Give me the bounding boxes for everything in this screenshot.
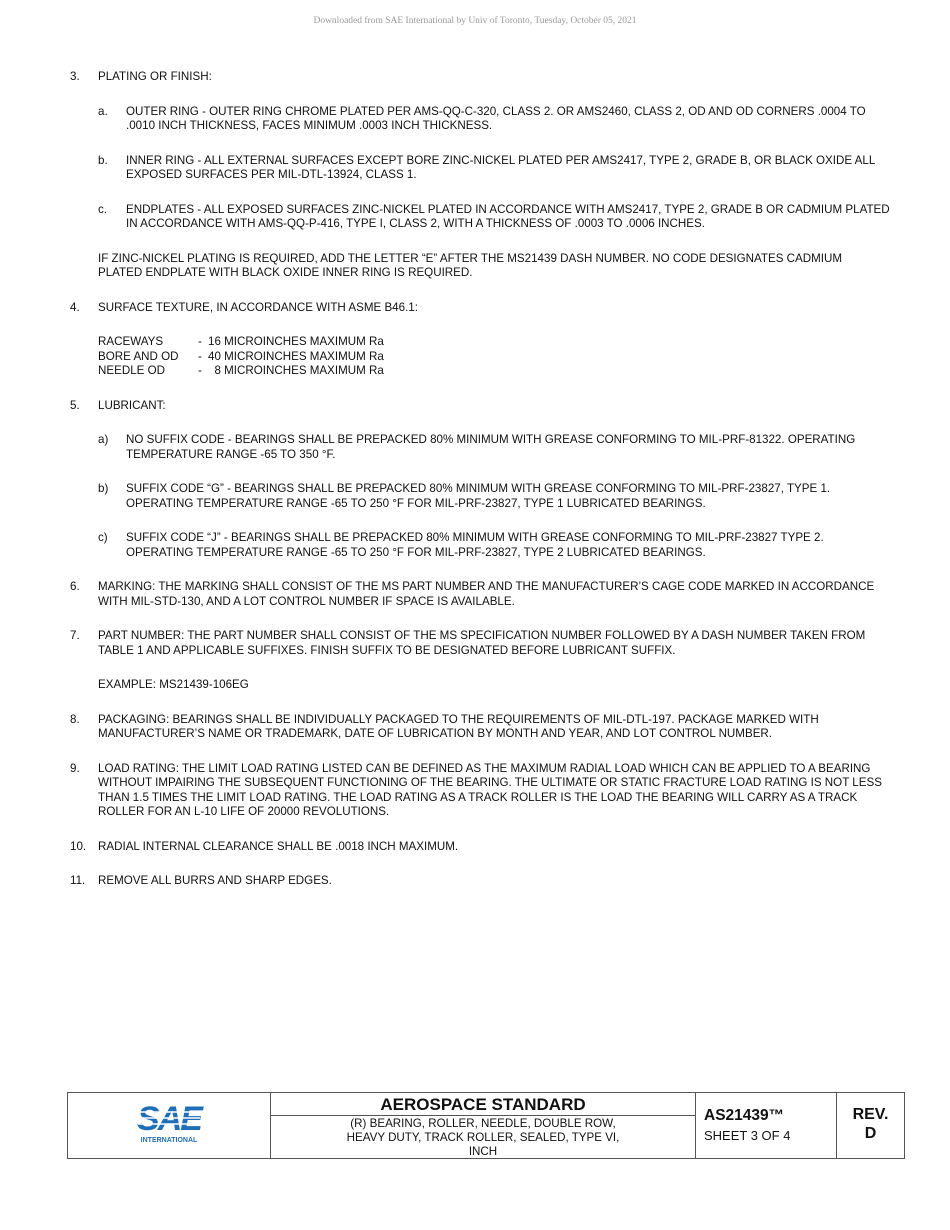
document-number-cell bbox=[696, 1093, 837, 1158]
document-number: AS21439™ bbox=[704, 1107, 785, 1124]
title-cell bbox=[271, 1093, 696, 1158]
sae-logo bbox=[134, 1100, 204, 1144]
section-number: 9. bbox=[70, 761, 80, 775]
sub-text: ENDPLATES - ALL EXPOSED SURFACES ZINC-NICKEL PLATED IN ACCORDANCE WITH AMS2417, TYPE 2, GRADE B OR CADMIUM PLATED IN ACCORDANCE WITH AMS-QQ-P-416, TYPE I, CLASS 2, WITH A THICKNESS OF .0003 TO .0006 INCHES. bbox=[126, 202, 890, 230]
texture-dash: - bbox=[198, 335, 202, 348]
section-text: MARKING: THE MARKING SHALL CONSIST OF THE MS PART NUMBER AND THE MANUFACTURER’S CAGE CODE MARKED IN ACCORDANCE WITH MIL-STD-130, AND A LOT CONTROL NUMBER IF SPACE IS AVAILABLE. bbox=[98, 580, 875, 608]
revision-value: D bbox=[864, 1125, 877, 1142]
title-block bbox=[67, 1092, 905, 1159]
sub-text: INNER RING - ALL EXTERNAL SURFACES EXCEPT BORE ZINC-NICKEL PLATED PER AMS2417, TYPE 2, GRADE B, OR BLACK OXIDE ALL EXPOSED SURFACES PER MIL-DTL-13924, CLASS 1. bbox=[126, 153, 875, 181]
lubricant-suffix-g bbox=[0, 482, 950, 511]
plating-note: IF ZINC-NICKEL PLATING IS REQUIRED, ADD THE LETTER “E” AFTER THE MS21439 DASH NUMBER. NO CODE DESIGNATES CADMIUM PLATED ENDPLATE WITH BLACK OXIDE INNER RING IS REQUIRED. bbox=[98, 251, 843, 279]
texture-dash: - bbox=[198, 364, 202, 377]
section-3 bbox=[0, 70, 950, 85]
section-text: RADIAL INTERNAL CLEARANCE SHALL BE .0018 INCH MAXIMUM. bbox=[98, 839, 459, 853]
sub-text: SUFFIX CODE “J” - BEARINGS SHALL BE PREPACKED 80% MINIMUM WITH GREASE CONFORMING TO MIL-PRF-23827 TYPE 2. OPERATING TEMPERATURE RANGE -65 TO 250 °F FOR MIL-PRF-23827, TYPE 2 LUBRICATED BEARINGS. bbox=[126, 531, 824, 559]
standard-title: AEROSPACE STANDARD bbox=[271, 1093, 695, 1116]
sae-logo-subtext: INTERNATIONAL bbox=[140, 1137, 198, 1144]
sub-label: a) bbox=[98, 433, 109, 446]
revision-label: REV. bbox=[852, 1106, 889, 1123]
section-6 bbox=[0, 580, 950, 609]
section-number: 4. bbox=[70, 300, 80, 314]
texture-value: 8 MICROINCHES MAXIMUM Ra bbox=[208, 364, 384, 377]
plating-endplates bbox=[0, 203, 950, 232]
section-text: PACKAGING: BEARINGS SHALL BE INDIVIDUALLY PACKAGED TO THE REQUIREMENTS OF MIL-DTL-197. PACKAGE MARKED WITH MANUFACTURER’S NAME OR TRADEMARK, DATE OF LUBRICATION BY MONTH AND YEAR, AND LOT CONTROL NUMBER. bbox=[98, 712, 819, 740]
section-number: 10. bbox=[70, 839, 87, 853]
texture-value: 16 MICROINCHES MAXIMUM Ra bbox=[208, 335, 384, 348]
section-text: REMOVE ALL BURRS AND SHARP EDGES. bbox=[98, 874, 332, 887]
sae-logo-text: SAE bbox=[137, 1100, 201, 1138]
texture-label: BORE AND OD bbox=[98, 349, 179, 363]
section-10 bbox=[0, 840, 950, 855]
section-number: 7. bbox=[70, 629, 80, 642]
sub-label: b. bbox=[98, 153, 108, 167]
sae-logo-cell bbox=[68, 1093, 271, 1158]
section-number: 6. bbox=[70, 580, 80, 593]
section-text: LOAD RATING: THE LIMIT LOAD RATING LISTED CAN BE DEFINED AS THE MAXIMUM RADIAL LOAD WHICH CAN BE APPLIED TO A BEARING WITHOUT IMPAIRING THE SUBSEQUENT FUNCTIONING OF THE BEARING. THE ULTIMATE OR STATIC FRACTURE LOAD RATING IS NOT LESS THAN 1.5 TIMES THE LIMIT LOAD RATING. THE LOAD RATING AS A TRACK ROLLER IS THE LOAD THE BEARING WILL CARRY AS A TRACK ROLLER FOR AN L-10 LIFE OF 20000 REVOLUTIONS. bbox=[98, 761, 882, 818]
sub-text: SUFFIX CODE “G” - BEARINGS SHALL BE PREPACKED 80% MINIMUM WITH GREASE CONFORMING TO MIL-PRF-23827, TYPE 1. OPERATING TEMPERATURE RANGE -65 TO 250 °F FOR MIL-PRF-23827, TYPE 1 LUBRICATED BEARINGS. bbox=[126, 482, 831, 510]
part-number-example: EXAMPLE: MS21439-106EG bbox=[98, 678, 249, 691]
section-title: PLATING OR FINISH: bbox=[98, 70, 212, 83]
description-line-2: HEAVY DUTY, TRACK ROLLER, SEALED, TYPE VI, bbox=[346, 1131, 620, 1144]
section-5 bbox=[0, 399, 950, 414]
section-title: SURFACE TEXTURE, IN ACCORDANCE WITH ASME B46.1: bbox=[98, 300, 418, 314]
sub-text: OUTER RING - OUTER RING CHROME PLATED PER AMS-QQ-C-320, CLASS 2. OR AMS2460, CLASS 2, OD AND OD CORNERS .0004 TO .0010 INCH THICKNESS, FACES MINIMUM .0003 INCH THICKNESS. bbox=[126, 104, 866, 132]
section-4 bbox=[0, 301, 950, 316]
plating-inner-ring bbox=[0, 154, 950, 183]
texture-dash: - bbox=[198, 349, 202, 363]
sub-label: c) bbox=[98, 531, 108, 544]
document-body bbox=[0, 70, 950, 889]
description-line-1: (R) BEARING, ROLLER, NEEDLE, DOUBLE ROW, bbox=[350, 1117, 616, 1130]
sub-text: NO SUFFIX CODE - BEARINGS SHALL BE PREPACKED 80% MINIMUM WITH GREASE CONFORMING TO MIL-PRF-81322. OPERATING TEMPERATURE RANGE -65 TO 350 °F. bbox=[126, 433, 856, 461]
sub-label: b) bbox=[98, 482, 109, 495]
section-number: 5. bbox=[70, 398, 80, 412]
revision-cell bbox=[837, 1093, 904, 1158]
texture-label: RACEWAYS bbox=[98, 335, 164, 348]
lubricant-suffix-j bbox=[0, 531, 950, 560]
lubricant-no-suffix bbox=[0, 433, 950, 462]
section-number: 3. bbox=[70, 70, 80, 83]
section-number: 11. bbox=[70, 874, 86, 887]
texture-row-needle-od bbox=[0, 364, 950, 379]
standard-description bbox=[271, 1116, 695, 1159]
texture-value: 40 MICROINCHES MAXIMUM Ra bbox=[208, 349, 384, 363]
section-9 bbox=[0, 762, 950, 820]
description-line-3: INCH bbox=[468, 1145, 498, 1158]
section-11 bbox=[0, 874, 950, 889]
section-7 bbox=[0, 629, 950, 658]
section-number: 8. bbox=[70, 712, 80, 726]
texture-label: NEEDLE OD bbox=[98, 364, 166, 377]
texture-row-bore-od bbox=[0, 350, 950, 365]
section-8 bbox=[0, 713, 950, 742]
sub-label: c. bbox=[98, 202, 108, 216]
sheet-number: SHEET 3 OF 4 bbox=[704, 1128, 791, 1143]
plating-outer-ring bbox=[0, 105, 950, 134]
section-text: PART NUMBER: THE PART NUMBER SHALL CONSIST OF THE MS SPECIFICATION NUMBER FOLLOWED BY A DASH NUMBER TAKEN FROM TABLE 1 AND APPLICABLE SUFFIXES. FINISH SUFFIX TO BE DESIGNATED BEFORE LUBRICANT SUFFIX. bbox=[98, 629, 866, 657]
section-title: LUBRICANT: bbox=[98, 398, 166, 412]
texture-row-raceways bbox=[0, 335, 950, 350]
download-watermark: Downloaded from SAE International by Univ of Toronto, Tuesday, October 05, 2021 bbox=[313, 16, 637, 26]
sub-label: a. bbox=[98, 104, 108, 118]
